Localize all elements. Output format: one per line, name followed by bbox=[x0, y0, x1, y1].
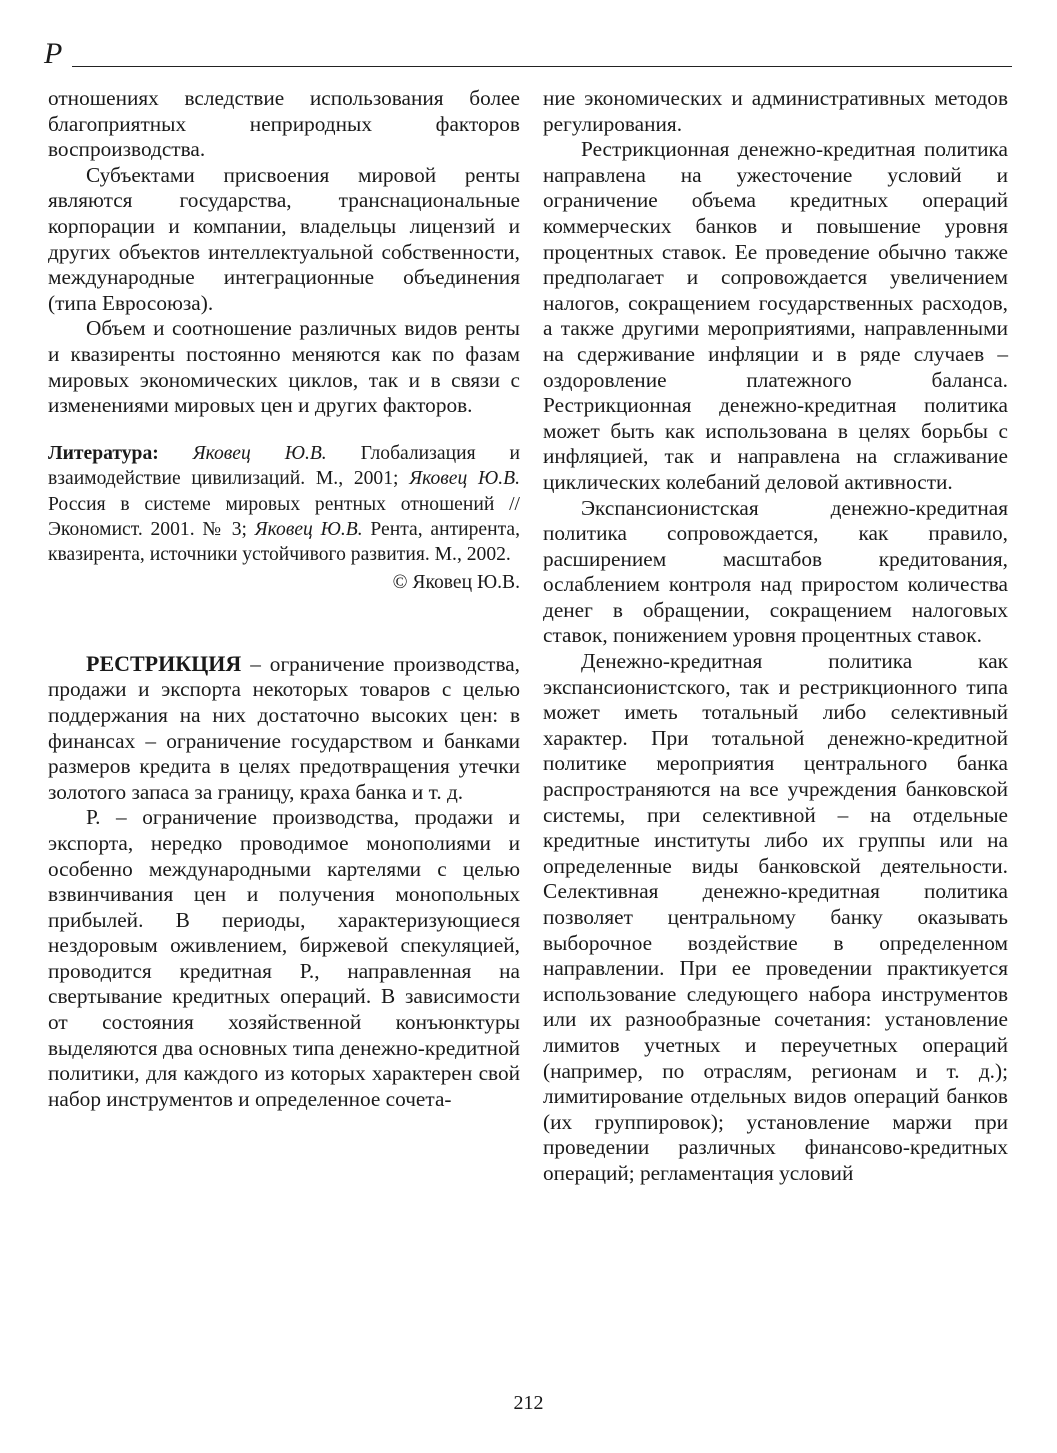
entry-definition: – ограничение производства, продажи и экспорта некоторых товаров с целью поддержания на них достаточно высоких цен: в финансах – ограничение государством и банками размеров кредита в целях предотвращения утечки золотого запаса за границу, краха банка и т. д. bbox=[48, 651, 520, 804]
paragraph: Денежно-кредитная политика как экспансионистского, так и рестрикционного типа может иметь тотальный либо селективный характер. При тотальной денежно-кредитной политике мероприятия центрального банка распространяются на все учреждения банковской системы, при селективной – на отдельные кредитные институты либо их группы или на определенные виды банковской деятельности. Селективная денежно-кредитная политика позволяет центральному банку оказывать выборочное воздействие в определенном направлении. При ее проведении практикуется использование следующего набора инструментов или их разнообразные сочетания: установление лимитов учетных и переучетных операций (например, по отраслям, регионам и т. д.); лимитирование отдельных видов операций банков (их группировок); установление маржи при проведении различных финансово-кредитных операций; регламентация условий bbox=[543, 649, 1008, 1185]
literature-label: Литература: bbox=[48, 442, 159, 464]
header-rule bbox=[72, 66, 1012, 67]
literature-text: Глобализация и взаимодействие цивилизаций. М., 2001; bbox=[48, 442, 520, 490]
paragraph: отношениях вследствие использования более благоприятных неприродных факторов воспроизводства. bbox=[48, 86, 520, 162]
literature-block bbox=[48, 441, 520, 568]
paragraph: ние экономических и административных методов регулирования. bbox=[543, 86, 1008, 136]
literature-author: Яковец Ю.В. bbox=[254, 518, 363, 540]
entry-term: РЕСТРИКЦИЯ bbox=[86, 650, 242, 676]
header-letter: Р bbox=[44, 37, 63, 70]
literature-author: Яковец Ю.В. bbox=[409, 468, 521, 490]
paragraph: Экспансионистская денежно-кредитная политика сопровождается, как правило, расширением масштабов кредитования, ослаблением контроля над приростом количества денег в обращении, сокращением налоговых ставок, понижением уровня процентных ставок. bbox=[543, 495, 1008, 648]
page-number: 212 bbox=[513, 1392, 544, 1414]
paragraph: Рестрикционная денежно-кредитная политика направлена на ужесточение условий и ограничение объема кредитных операций коммерческих банков и повышение уровня процентных ставок. Ее проведение обычно также предполагает и сопровождается увеличением налогов, сокращением государственных расходов, а также другими мероприятиями, направленными на сдерживание инфляции и в ряде случаев – оздоровление платежного баланса. Рестрикционная денежно-кредитная политика может быть как использована в целях борьбы с инфляцией, так и направлена на сглаживание циклических колебаний деловой активности. bbox=[543, 137, 1008, 494]
paragraph: Р. – ограничение производства, продажи и экспорта, нередко проводимое монополиями и особенно международными картелями с целью взвинчивания цен и получения монопольных прибылей. В периоды, характеризующиеся нездоровым оживлением, биржевой спекуляцией, проводится кредитная Р., направленная на свертывание кредитных операций. В зависимости от состояния хозяйственной конъюнктуры выделяются два основных типа денежно-кредитной политики, для каждого из которых характерен свой набор инструментов и определенное сочета- bbox=[48, 805, 520, 1111]
literature-author: Яковец Ю.В. bbox=[192, 442, 327, 464]
paragraph: Субъектами присвоения мировой ренты являются государства, транснациональные корпорации и компании, владельцы лицензий и других объектов интеллектуальной собственности, международные интеграционные объединения (типа Евросоюза). bbox=[48, 162, 520, 315]
literature-text: Рента, антирента, квазирента, источники устойчивого развития. М., 2002. bbox=[48, 518, 521, 566]
left-column bbox=[48, 86, 520, 1112]
paragraph: Объем и соотношение различных видов ренты и квазиренты постоянно меняются как по фазам мировых экономических циклов, так и в связи с изменениями мировых цен и других факторов. bbox=[48, 316, 520, 418]
right-column bbox=[543, 86, 1008, 1187]
running-header bbox=[44, 38, 1012, 70]
article-signature: © Яковец Ю.В. bbox=[392, 571, 520, 593]
literature-text: Россия в системе мировых рентных отношений // Экономист. 2001. № 3; bbox=[48, 493, 520, 540]
dictionary-entry bbox=[48, 651, 520, 806]
